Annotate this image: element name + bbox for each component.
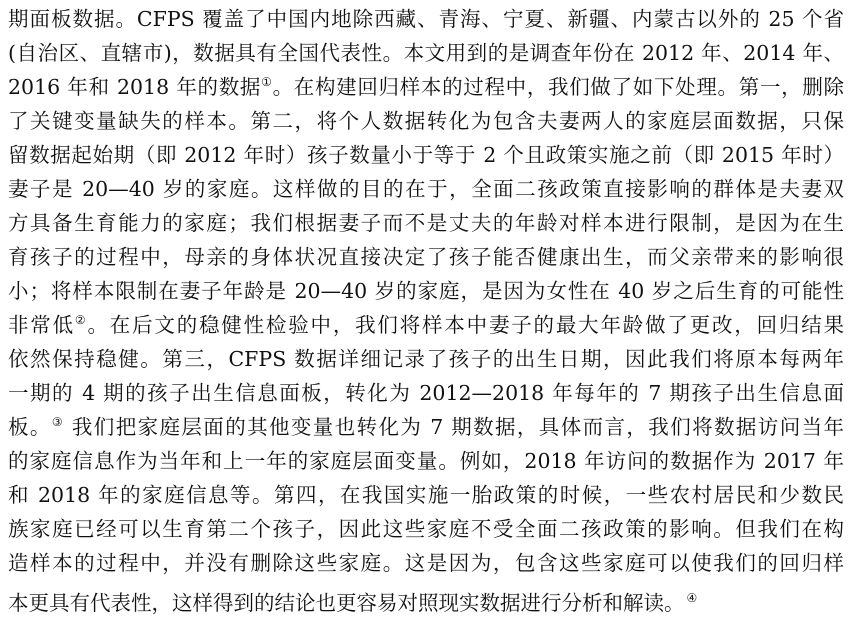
text-line-10 [8, 312, 844, 338]
footnote-marker-3: ③ [51, 415, 64, 429]
text-line-9-content: 小；将样本限制在妻子年龄是 20—40 岁的家庭，是因为女性在 40 岁之后生育的可能性 [8, 279, 844, 303]
text-line-4 [8, 108, 844, 134]
text-line-6-content: 妻子是 20—40 岁的家庭。这样做的目的在于，全面二孩政策直接影响的群体是夫妻双 [8, 177, 844, 201]
text-line-11-content: 依然保持稳健。第三，CFPS 数据详细记录了孩子的出生日期，因此我们将原本每两年 [8, 347, 844, 371]
text-line-3-content: 2016 年和 2018 年的数据 [8, 75, 262, 99]
text-line-12 [8, 380, 844, 406]
footnote-marker-2: ② [74, 313, 88, 327]
text-line-18 [8, 590, 844, 616]
text-line-16 [8, 516, 844, 542]
text-line-17 [8, 550, 844, 576]
footnote-marker-4: ④ [686, 591, 698, 605]
text-line-8-content: 育孩子的过程中，母亲的身体状况直接决定了孩子能否健康出生，而父亲带来的影响很 [8, 245, 844, 269]
text-line-10-content: 非常低 [8, 313, 75, 337]
text-line-14-content: 的家庭信息作为当年和上一年的家庭层面变量。例如，2018 年访问的数据作为 2017 年 [8, 449, 844, 473]
text-line-8 [8, 244, 844, 270]
text-line-18-content: 本更具有代表性，这样得到的结论也更容易对照现实数据进行分析和解读。 [8, 591, 685, 615]
text-line-1 [8, 6, 844, 32]
text-line-13 [8, 414, 844, 440]
text-line-16-content: 族家庭已经可以生育第二个孩子，因此这些家庭不受全面二孩政策的影响。但我们在构 [8, 517, 844, 541]
text-line-12-content: 一期的 4 期的孩子出生信息面板，转化为 2012—2018 年每年的 7 期孩子出生信息面 [8, 381, 844, 405]
text-line-2 [8, 40, 844, 66]
text-line-10-tail: 。在后文的稳健性检验中，我们将样本中妻子的最大年龄做了更改，回归结果 [87, 313, 845, 337]
text-line-14 [8, 448, 844, 474]
text-line-11 [8, 346, 844, 372]
text-line-4-content: 了关键变量缺失的样本。第二，将个人数据转化为包含夫妻两人的家庭层面数据，只保 [8, 109, 844, 133]
text-line-3 [8, 74, 844, 100]
text-line-3-tail: 。在构建回归样本的过程中，我们做了如下处理。第一，删除 [272, 75, 845, 99]
text-line-7 [8, 210, 844, 236]
text-line-9 [8, 278, 844, 304]
text-line-15-content: 和 2018 年的家庭信息等。第四，在我国实施一胎政策的时候，一些农村居民和少数民 [8, 483, 844, 507]
text-line-5 [8, 142, 844, 168]
text-line-15 [8, 482, 844, 508]
text-line-1-content: 期面板数据。CFPS 覆盖了中国内地除西藏、青海、宁夏、新疆、内蒙古以外的 25 个省 [8, 7, 844, 31]
text-line-13-tail: 我们把家庭层面的其他变量也转化为 7 期数据，具体而言，我们将数据访问当年 [63, 415, 845, 439]
text-line-13-content: 板。 [8, 415, 52, 439]
text-line-6 [8, 176, 844, 202]
text-line-2-content: (自治区、直辖市)，数据具有全国代表性。本文用到的是调查年份在 2012 年、2014 年、 [8, 41, 844, 65]
text-line-7-content: 方具备生育能力的家庭；我们根据妻子而不是丈夫的年龄对样本进行限制，是因为在生 [8, 211, 844, 235]
footnote-marker-1: ① [261, 75, 273, 89]
text-line-17-content: 造样本的过程中，并没有删除这些家庭。这是因为，包含这些家庭可以使我们的回归样 [8, 551, 844, 575]
text-line-5-content: 留数据起始期（即 2012 年时）孩子数量小于等于 2 个且政策实施之前（即 2015 年时） [8, 143, 844, 167]
